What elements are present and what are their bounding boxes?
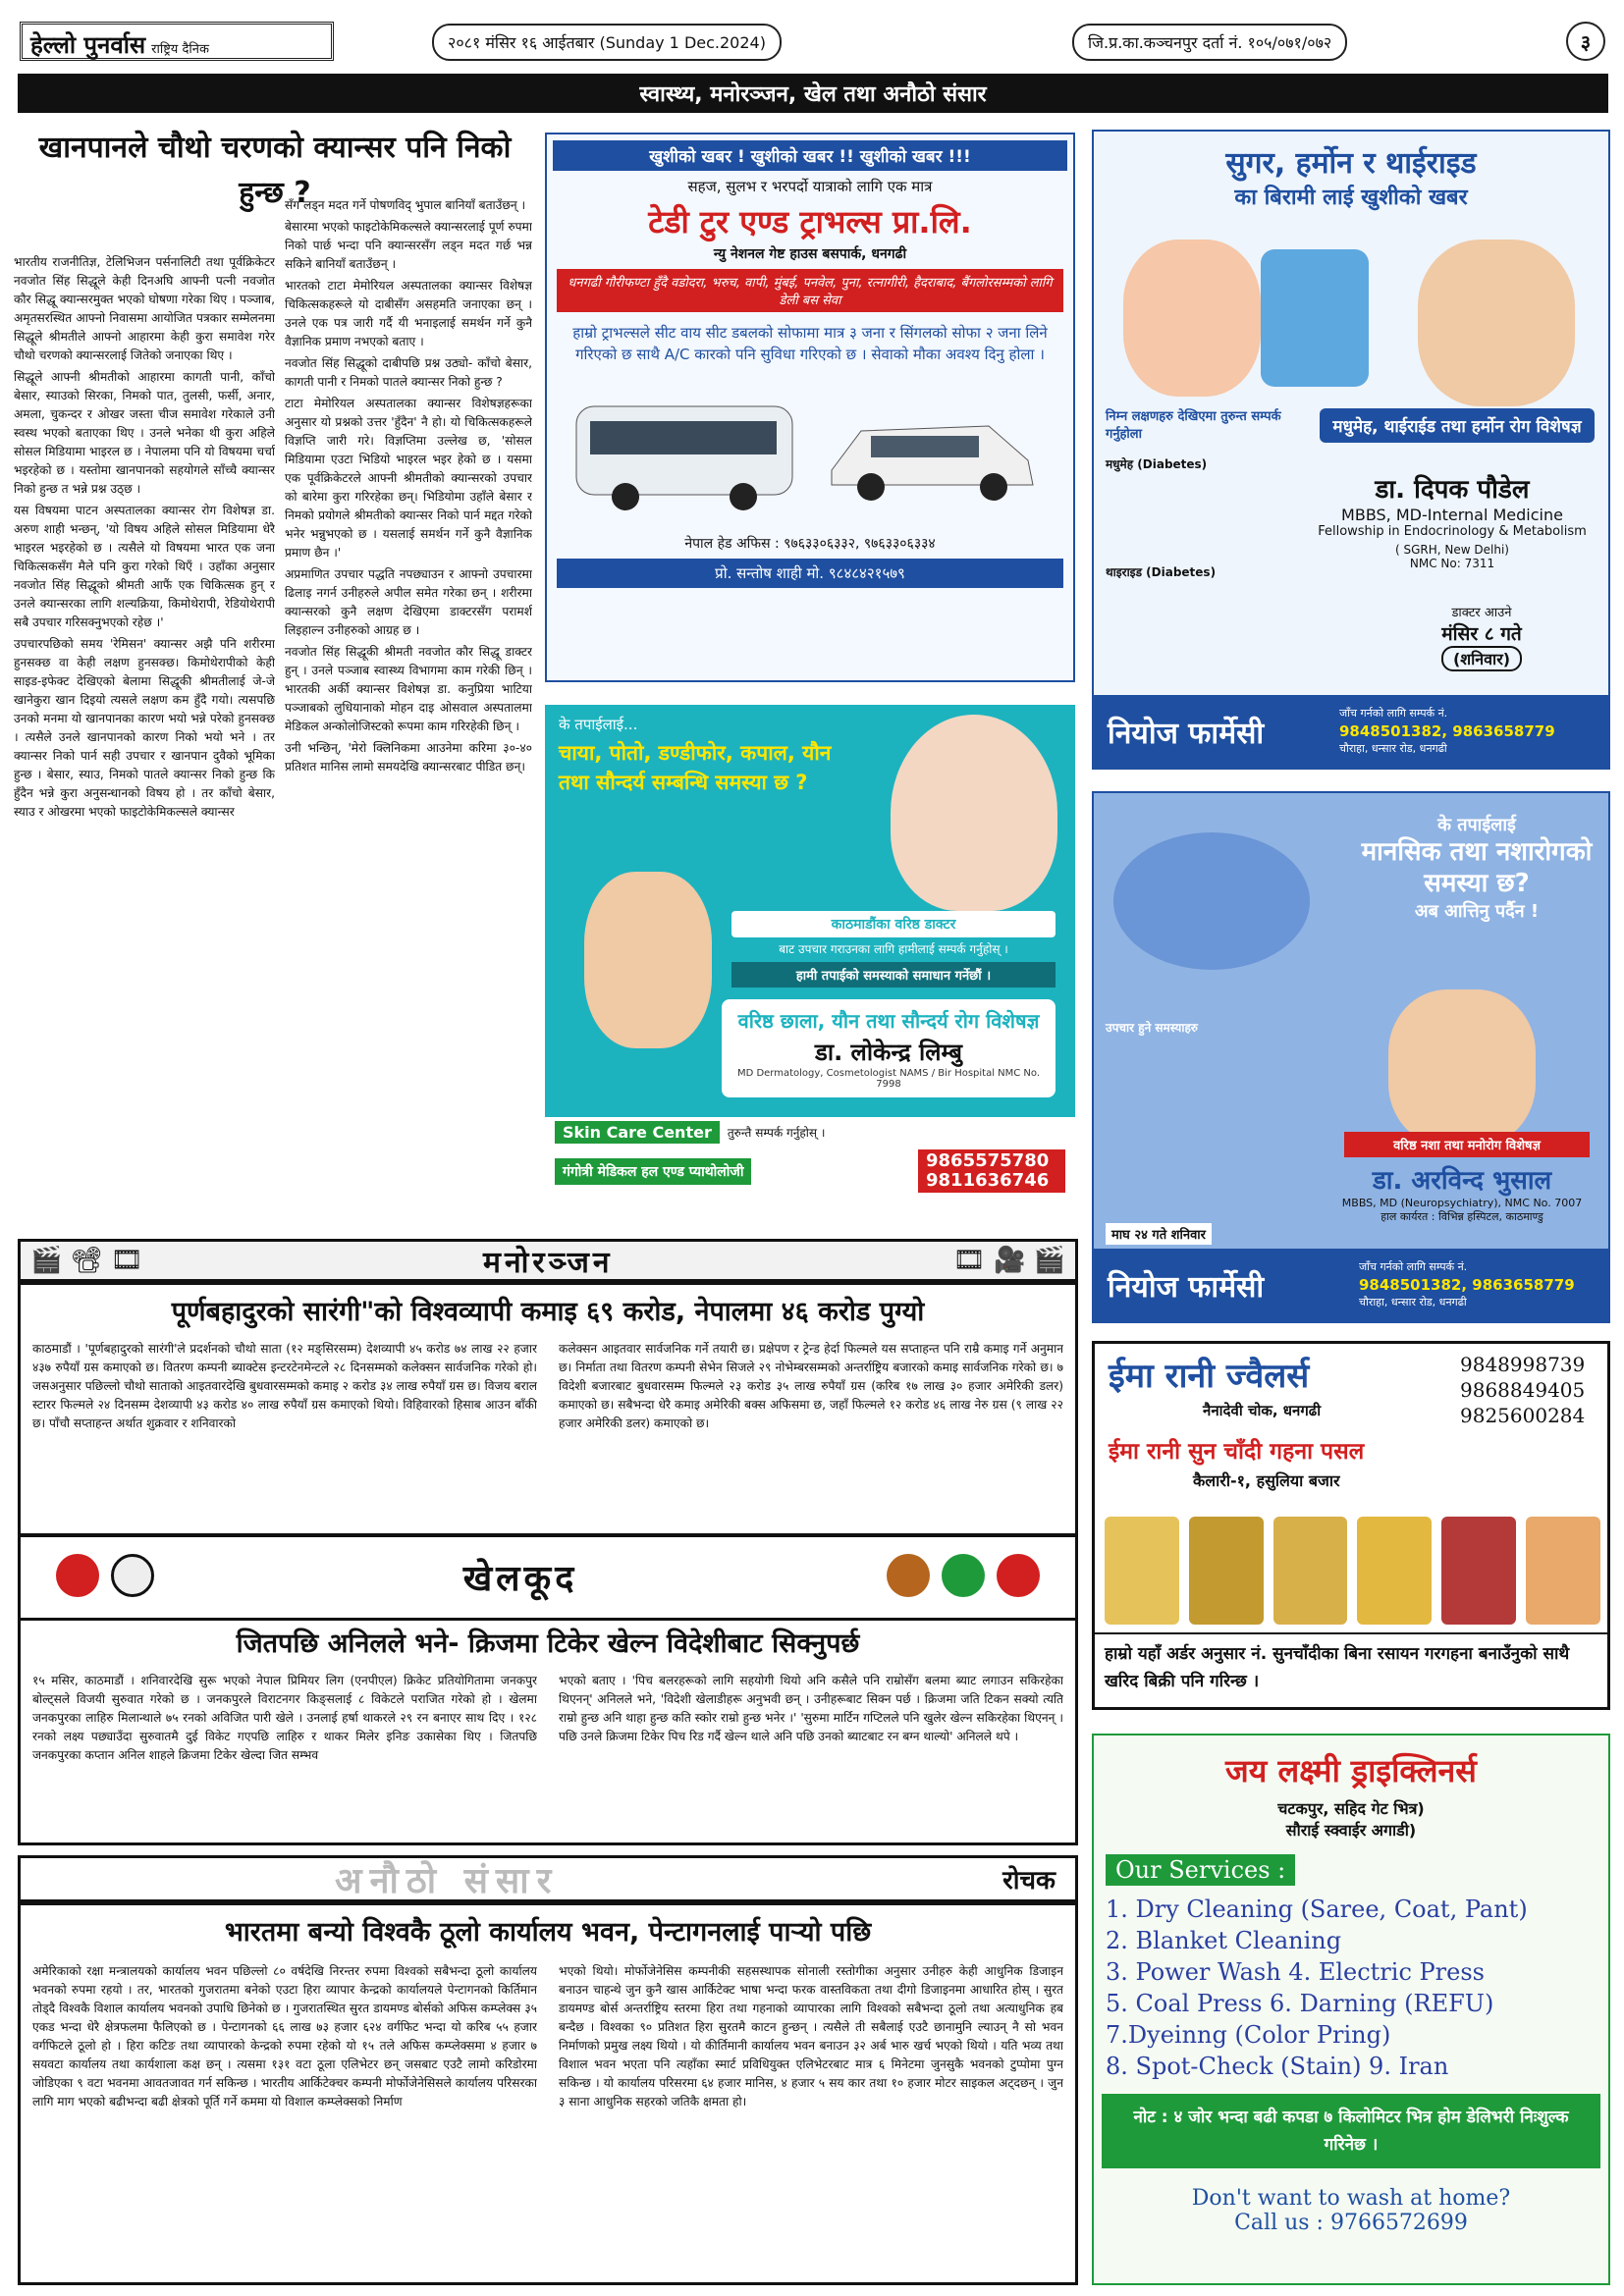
cancer-column-1	[14, 253, 275, 1235]
jewellers-name: ईमा रानी ज्वैलर्स	[1109, 1357, 1310, 1396]
doctor-photo	[1418, 240, 1575, 406]
skin-b2: बाट उपचार गराउनका लागि हामीलाई सम्पर्क गर्नुहोस् ।	[779, 942, 1008, 956]
doctor-photo	[584, 872, 712, 1048]
dry-question: Don't want to wash at home?	[1191, 2186, 1511, 2211]
teddy-address: न्यु नेशनल गेष्ट हाउस बसपार्क, धनगढी	[713, 246, 907, 262]
service-item: 1. Dry Cleaning (Saree, Coat, Pant)	[1106, 1896, 1528, 1923]
entertainment-col-1: काठमाडौं । 'पूर्णबहादुरको सारंगी'ले प्रदर्शनको चौथो साता (१२ मङ्सिरसम्म) देशव्यापी ४५ करोड ७४ लाख २२ हजार ४३७ रुपैयाँ ग्रस कमाएको छ। वितरण कम्पनी ब्याक्टेस इन्टरटेनमेन्टले २८ दिनसम्मको कलेक्सन सार्वजनिक गरेको हो। जसअनुसार पछिल्लो चौथो साताको आइतवारदेखि बुधवारसम्मको कमाइ २ करोड ३४ लाख रुपैयाँ ग्रस छ। विजय बराल स्टारर फिल्मले २४ दिनसम्म देशव्यापी ४३ करोड ४० लाख रुपैयाँ ग्रस कमाएको थियो। विहिवारको हिसाब आउन बाँकी छ। पाँचौ सप्ताहन्त अर्थात शुक्रवार र शनिवारको	[32, 1342, 537, 1430]
skin-specialty: वरिष्ठ छाला, यौन तथा सौन्दर्य रोग विशेषज्ञ	[737, 1009, 1040, 1033]
mental-q1: के तपाईलाई	[1437, 815, 1516, 835]
skin-phone-2: 9811636746	[926, 1170, 1050, 1191]
mental-q2: मानसिक तथा नशारोगको समस्या छ?	[1361, 837, 1593, 898]
paragraph: सँग लड्न मदत गर्ने पोषणविद् भुपाल बानियाँ बताउँछन् ।	[285, 198, 526, 212]
skin-q2: चाया, पोतो, डण्डीफोर, कपाल, यौन तथा सौन्दर्य सम्बन्धि समस्या छ ?	[559, 741, 832, 794]
jewellers-phones	[1460, 1352, 1585, 1428]
skin-credentials: MD Dermatology, Cosmetologist NAMS / Bir Hospital NMC No. 7998	[736, 1068, 1041, 1090]
sports-icons-left	[50, 1554, 160, 1601]
registration-number: जि.प्र.का.कञ्चनपुर दर्ता नं. १०५/०७१/०७२	[1072, 24, 1347, 61]
masthead-subtitle: राष्ट्रिय दैनिक	[151, 42, 209, 57]
jewellers-phone: 9848998739	[1460, 1353, 1586, 1376]
teddy-line1: सहज, सुलभ र भरपर्दो यात्राको लागि एक मात्र	[687, 178, 933, 195]
sugar-visit	[1369, 603, 1595, 671]
sugar-visit-date: मंसिर ८ गते	[1441, 623, 1522, 645]
sugar-visit-day: (शनिवार)	[1441, 646, 1522, 671]
jewellery-images	[1105, 1517, 1600, 1625]
service-item: 3. Power Wash 4. Electric Press	[1106, 1958, 1485, 1986]
service-item: 5. Coal Press 6. Darning (REFU)	[1106, 1990, 1494, 2017]
jewellers-phone: 9868849405	[1460, 1378, 1586, 1402]
paragraph: उपचारपछिको समय 'रेमिसन' क्यान्सर अझै पनि शरीरमा हुनसक्छ वा केही लक्षण हुनसक्छ। किमोथेरापीको केही साइड-इफेक्ट देखिएको बेलामा सिद्धूकी श्रीमतीलाई जे-जे खानेकुरा खान दिइयो त्यसले लक्षण कम हुँदै गयो। त्यसपछि उनको मनमा यो खानपानका कारण भयो भन्ने परेको हुनसक्छ । त्यसैले उनले खानपानको कारण निको भयो भने । तर क्यान्सर निको पार्न सही उपचार र खानपान दुवैको भूमिका हुन्छ । बेसार, स्याउ, निमको पातले क्यान्सर निको हुन्छ कि हुँदैन भन्ने कुरा अनुसन्धानको विषय हो । तर काँचो बेसार, स्याउ र ओखरमा भएको फाइटोकेमिकल्सले क्यान्सर	[14, 637, 275, 819]
jewellers-phone: 9825600284	[1460, 1404, 1586, 1427]
paragraph: सिद्धूले आफ्नी श्रीमतीको आहारमा कागती पानी, काँचो बेसार, स्याउको सिरका, निमको पात, तुलसी, फर्सी, अनार, अमला, चुकन्दर र ओखर जस्ता चीज समावेश गरेकाले उनी स्वस्थ भएको बताएका थिए । उनले भनेका थी कुरा अहिले सोसल मिडियामा भाइरल छ । नेपालमा पनि यो विषयमा चर्चा भइरहेको छ । यस्तोमा खानपानको सहयोगले साँच्चै क्यान्सर निको हुन्छ त भन्ने प्रश्न उठ्छ ।	[14, 370, 275, 496]
entertainment-article	[18, 1282, 1078, 1537]
dry-call: Call us : 9766572699	[1234, 2211, 1468, 2235]
mental-specialty: वरिष्ठ नशा तथा मनोरोग विशेषज्ञ	[1344, 1132, 1590, 1157]
skin-center: Skin Care Center	[555, 1121, 720, 1144]
jewellers-address: नैनादेवी चोक, धनगढी	[1203, 1402, 1322, 1419]
sports-label: खेलकूद	[462, 1559, 578, 1599]
sugar-footer	[1094, 695, 1608, 768]
football-icon	[111, 1554, 154, 1597]
section-band: स्वास्थ्य, मनोरञ्जन, खेल तथा अनौठो संसार	[18, 74, 1608, 113]
odd-world-headline: भारतमा बन्यो विश्वकै ठूलो कार्यालय भवन, पेन्टागनलाई पार्‍यो पछि	[224, 1917, 872, 1948]
page-number: ३	[1566, 22, 1605, 61]
sports-headline: जितपछि अनिलले भने- क्रिजमा टिकेर खेल्न विदेशीबाट सिक्नुपर्छ	[236, 1629, 860, 1659]
sugar-fellowship: Fellowship in Endocrinology & Metabolism	[1318, 524, 1587, 539]
sugar-hormone-ad	[1092, 130, 1610, 770]
sugar-title-1: सुगर, हर्मोन र थाईराइड	[1225, 146, 1477, 181]
mental-treat-label: उपचार हुने समस्याहरु	[1106, 1021, 1198, 1035]
odd-world-col-1: अमेरिकाको रक्षा मन्त्रालयको कार्यालय भवन पछिल्लो ८० वर्षदेखि निरन्तर रुपमा विश्वको सबैभन्दा ठूलो कार्यालय भवनको रुपमा रहयो । तर, भारतको गुजरातमा बनेको एउटा हिरा व्यापार केन्द्रको कार्यालयले पेन्टागनको किर्तिमान तोड्दै विश्वकै विशाल कार्यालय भवनको उपाधि छिनेको छ । गुजरातस्थित सुरत डायमण्ड बोर्सको अफिस कम्प्लेक्स ३५ एकड भन्दा धेरै क्षेत्रफलमा फैलिएको छ । पेन्टागनको ६६ लाख ७३ हजार ६२४ वर्गफिट भन्दा यो करिब ५५ हजार वर्गफिटले ठूलो हो । हिरा कटिङ तथा व्यापारको केन्द्रको रुपमा रहेको यो १५ तले अफिस कम्प्लेक्समा ४ हजार ७ सयवटा कार्यालय तथा कार्यशाला कक्ष छन् । त्यसमा १३१ वटा ठूला एलिभेटर छन् जसबाट एउटै लामो करिडोरमा जोडिएका ९ वटा भवनमा आवतजावत गर्न सकिन्छ । भारतीय आर्किटेक्चर कम्पनी मोर्फोजेनेसिसले कार्यालय परिसरका लागि माग भएको बढीभन्दा बढी क्षेत्रको पूर्ति गर्ने कममा यो विशाल कम्प्लेक्सको निर्माण	[32, 1964, 537, 2109]
mental-hospital: हाल कार्यरत : विभिन्न हस्पिटल, काठमाण्डु	[1380, 1210, 1543, 1223]
model-image	[1526, 1517, 1600, 1625]
teddy-route: धनगढी गौरीफण्टा हुँदै वडोदरा, भरुच, वापी, मुंबई, पनवेल, पुना, रत्नागीरी, हैदराबाद, बैंगलोरसम्मको लागि डेली बस सेवा	[557, 269, 1063, 312]
skin-phones	[918, 1149, 1065, 1193]
sports-article	[18, 1618, 1078, 1845]
sugar-d1: मधुमेह (Diabetes)	[1106, 457, 1208, 471]
dry-services-list	[1094, 1894, 1608, 2082]
service-item: 7.Dyeinng (Color Pring)	[1106, 2021, 1391, 2049]
doctor-photo	[1388, 989, 1536, 1147]
film-strip-icon: 🎞 🎥 🎬	[952, 1246, 1065, 1275]
sugar-contact	[1339, 705, 1555, 758]
bus-image	[567, 377, 802, 524]
sports-banner	[18, 1533, 1078, 1618]
odd-world-banner	[18, 1855, 1078, 1902]
sugar-doctor-name: डा. दिपक पौडेल	[1375, 475, 1530, 505]
sugar-nmc: NMC No: 7311	[1409, 557, 1495, 570]
vehicle-images	[547, 369, 1073, 532]
sports-col-1: १५ मसिर, काठमाडौं । शनिवारदेखि सुरू भएको नेपाल प्रिमियर लिग (एनपीएल) क्रिकेट प्रतियोगितामा जनकपुर बोल्ट्सले विजयी सुरुवात गरेको छ । जनकपुरले विराटनगर किङ्सलाई ८ विकेटले पराजित गरेको हो । खेलमा जनकपुरका लाहिरु मिलान्थाले ७५ रनको अविजित पारी खेले । उनलाई हर्षा थाकरले २९ रन बनाएर साथ दिए । १२८ रनको लक्ष्य पछ्याउँदा सुरुवातमै दुई विकेट गएपछि लाहिरु र थाकर मिलेर इनिङ उकासेका थिए । जितपछि जनकपुरका कप्तान अनिल शाहले क्रिजमा टिकेर खेल्दा जित सम्भव	[32, 1674, 537, 1762]
paragraph: नवजोत सिंह सिद्धूकी श्रीमती नवजोत कौर सिद्धू डाक्टर हुन् । उनले पञ्जाब स्वास्थ्य विभागमा काम गरेकी छिन् । भारतकी अर्की क्यान्सर विशेषज्ञ डा. कनुप्रिया भाटिया पञ्जाबको लुधियानाको मोहन दाइ ओसवाल अस्पतालमा मेडिकल अन्कोलोजिस्टको रूपमा काम गरिरहेकी छिन् ।	[285, 645, 532, 733]
dry-cleaners-ad	[1092, 1734, 1610, 2285]
odd-world-label: अनौठो संसार	[335, 1860, 560, 1901]
paragraph: भारतको टाटा मेमोरियल अस्पतालका क्यान्सर विशेषज्ञ चिकित्सकहरूले यो दाबीसँग असहमति जनाएका छन् । उनले एक पत्र जारी गर्दै यी भनाइलाई समर्थन गर्ने कुनै वैज्ञानिक प्रमाण नभएको बताए ।	[285, 279, 532, 348]
service-item: 2. Blanket Cleaning	[1106, 1927, 1342, 1954]
film-reel-icon: 🎬 📽 🎞	[30, 1246, 143, 1275]
thyroid-illustration	[1123, 240, 1261, 397]
paragraph: उनी भन्छिन्, 'मेरो क्लिनिकमा आउनेमा करिमा ३०-४० प्रतिशत मानिस लामो समयदेखि क्यान्सरबाट पीडित छन्।	[285, 741, 532, 774]
earring-image	[1105, 1517, 1179, 1625]
sugar-degree: MBBS, MD-Internal Medicine	[1341, 506, 1563, 524]
sports-col-2: भएको बताए । 'पिच बलरहरूको लागि सहयोगी थियो अनि कसैले पनि राम्रोसँग बलमा ब्याट लगाउन सकिरहेका थिएनन्' अनिलले भने, 'विदेशी खेलाडीहरू अनुभवी छन् । उनीहरूबाट सिक्न पर्छ । क्रिजमा जति टिकन सक्यो त्यति राम्रो हुन्छ अनि थाहा हुन्छ कति स्कोर राम्रो हुन्छ भनेर ।' 'सुरुमा मार्टिन गप्टिलले पनि खुलेर खेल्न सकिरहेका थिएनन् । पछि उनले क्रिजमा टिकेर पिच रिड गर्दै खेल्न थाले अनि पछि उनको ब्याटबाट रन बग्न थाल्यो' अनिलले थपे ।	[559, 1674, 1063, 1743]
dry-services-label: Our Services :	[1106, 1854, 1295, 1886]
entertainment-headline: पूर्णबहादुरको सारंगी"को विश्वव्यापी कमाइ ६९ करोड, नेपालमा ४६ करोड पुग्यो	[171, 1297, 925, 1327]
jewellers-bottom-note: हाम्रो यहाँ अर्डर अनुसार नं. सुनचाँदीका बिना रसायन गरगहना बनाउँनुको साथै खरिद बिक्री पनि गरिन्छ ।	[1095, 1632, 1607, 1701]
sports-icons-right	[881, 1554, 1046, 1601]
teddy-name: टेडी टुर एण्ड ट्राभल्स प्रा.लि.	[648, 203, 972, 240]
mental-doctor-info	[1320, 1161, 1604, 1224]
entertainment-label: मनोरञ्जन	[483, 1245, 614, 1280]
mental-health-ad	[1092, 791, 1610, 1323]
model-photo	[891, 715, 1057, 911]
odd-world-article	[18, 1902, 1078, 2285]
sugar-visit-label: डाक्टर आउने	[1451, 606, 1512, 620]
skin-clinic: गंगोत्री मेडिकल हल एण्ड प्याथोलोजी	[555, 1158, 751, 1185]
dry-address-1: चटकपुर, सहिद गेट भित्र)	[1277, 1799, 1425, 1818]
skin-specialist-box	[722, 999, 1056, 1097]
mental-question	[1359, 813, 1595, 923]
skin-b1: काठमाडौंका वरिष्ठ डाक्टर	[731, 911, 1056, 937]
mental-pharmacy: नियोज फार्मेसी	[1108, 1269, 1265, 1305]
teddy-body: हाम्रो ट्राभल्सले सीट वाय सीट डबलको सोफामा मात्र ३ जना र सिंगलको सोफा २ जना लिने गरिएको छ साथै A/C कारको पनि सुविधा गरिएको छ । सेवाको मौका अवश्य दिनु होला ।	[572, 324, 1048, 363]
paragraph: भारतीय राजनीतिज्ञ, टेलिभिजन पर्सनालिटी तथा पूर्वक्रिकेटर नवजोत सिंह सिद्धूले केही दिनअघि आफ्नी पत्नी नवजोत कौर सिद्धू क्यान्सरमुक्त भएको घोषणा गरेका थिए । पञ्जाब, अमृतसरस्थित आफ्नो निवासमा आयोजित पत्रकार सम्मेलनमा सिद्धूले श्रीमतीले आफ्नो आहारमा केही कुरा समावेश गरेर चौथो चरणको क्यान्सरलाई जितेको जनाएका थिए ।	[14, 255, 275, 362]
sugar-phones: 9848501382, 9863658779	[1339, 722, 1555, 740]
cancer-column-2	[285, 196, 532, 1235]
cancer-headline: खानपानले चौथो चरणको क्यान्सर पनि निको हुन्छ ?	[38, 131, 512, 210]
mental-q3: अब आत्तिनु पर्दैन !	[1414, 901, 1540, 922]
sugar-pharmacy: नियोज फार्मेसी	[1108, 716, 1265, 751]
teddy-tour-ad	[545, 133, 1075, 682]
entertainment-banner	[18, 1239, 1078, 1282]
skin-contact: तुरुन्तै सम्पर्क गर्नुहोस् ।	[727, 1126, 826, 1140]
mental-doctor-name: डा. अरविन्द भुसाल	[1372, 1166, 1552, 1196]
mental-degree: MBBS, MD (Neuropsychiatry), NMC No. 7007	[1341, 1197, 1583, 1209]
skin-care-ad	[545, 705, 1075, 1198]
paragraph: अप्रमाणित उपचार पद्धति नपछ्याउन र आफ्नो उपचारमा ढिलाइ नगर्न उनीहरुले अपील समेत गरेका छन् । शरीरमा क्यान्सरको कुनै लक्षण देखिएमा डाक्टरसँग परामर्श लिइहाल्न उनीहरुको आग्रह छ ।	[285, 567, 532, 637]
teddy-office: नेपाल हेड अफिस : ९७६३३०६३३२, ९७६३३०६३३४	[684, 536, 936, 552]
sugar-title-2: का बिरामी लाई खुशीको खबर	[1234, 186, 1468, 210]
skin-doctor-name: डा. लोकेन्द्र लिम्बु	[815, 1039, 962, 1066]
ring-image	[1273, 1517, 1348, 1625]
paragraph: टाटा मेमोरियल अस्पतालका क्यान्सर विशेषज्ञहरूका अनुसार यो प्रश्नको उत्तर 'हुँदैन' नै हो। यो चिकित्सकहरूले विज्ञप्ति जारी गरे। विज्ञप्तिमा उल्लेख छ, 'सोसल मिडियामा एउटा भिडियो भाइरल भइर हेको छ । यसमा एक पूर्वक्रिकेटरले आफ्नी श्रीमतीको क्यान्सरको उपचार को बारेमा कुरा गरिरहेका छन्। भिडियोमा उहाँले बेसार र निमको प्रयोगले श्रीमतीको क्यान्सर निको पार्न मद्दत गरेको भनेर भन्नुभएको छ । यसलाई समर्थन गर्ने कुनै वैज्ञानिक प्रमाण छैन ।'	[285, 397, 532, 560]
teddy-top-banner: खुशीको खबर ! खुशीको खबर !! खुशीको खबर !!!	[553, 140, 1067, 171]
glucometer-image	[1261, 249, 1369, 387]
sugar-specialty: मधुमेह, थाईराईड तथा हर्मोन रोग विशेषज्ञ	[1320, 408, 1595, 443]
entertainment-col-2: कलेक्सन आइतवार सार्वजनिक गर्ने तयारी छ। प्रक्षेपण र ट्रेन्ड हेर्दा फिल्मले यस सप्ताहन्त पनि राम्रै कमाइ गर्ने अनुमान छ। निर्माता तथा वितरण कम्पनी सेभेन सिजले २९ नोभेम्बरसम्मको अन्तर्राष्ट्रिय बजारको कमाइ सार्वजनिक गरेको छ। ७ विदेशी बजारबाट बुधवारसम्म फिल्मले २३ करोड ३५ लाख रुपैयाँ ग्रस (करिब १७ लाख ३० हजार अमेरिकी डलर) कमाएको छ। सबैभन्दा धेरै कमाइ अमेरिकी बक्स अफिसमा छ, जहाँ फिल्मले १२ करोड ४६ लाख नेरु ग्रस (९ लाख २२ हजार अमेरिकी डलर) कमाएको छ।	[559, 1342, 1063, 1430]
odd-world-tag: रोचक	[1002, 1866, 1056, 1896]
helmet-icon	[56, 1554, 99, 1597]
pendant-image	[1189, 1517, 1264, 1625]
sugar-d2: थाइराइड (Diabetes)	[1106, 565, 1217, 579]
mental-phones: 9848501382, 9863658779	[1359, 1276, 1575, 1294]
paragraph: यस विषयमा पाटन अस्पतालका क्यान्सर रोग विशेषज्ञ डा. अरुण शाही भन्छन्, 'यो विषय अहिले सोसल मिडियामा धेरै भाइरल भइरहेको छ । त्यसैले यो विषयमा भारत एक जना चिकित्सकसँग मैले पनि कुरा गरेको थिएँ । उहाँका अनुसार नवजोत सिंह सिद्धूको श्रीमती आफैं एक चिकित्सक हुन् र उनले क्यान्सरका लागि शल्यक्रिया, किमोथेरापी, रेडियोथेरापी सबै उपचार गरिसक्नुभएको रहेछ ।'	[14, 504, 275, 629]
dry-address-2: सौराई स्क्वाईर अगाडी)	[1285, 1821, 1417, 1840]
issue-date: २०८१ मंसिर १६ आईतबार (Sunday 1 Dec.2024)	[432, 24, 782, 61]
skin-footer	[545, 1117, 1075, 1198]
odd-world-col-2: भएको थियो। मोर्फोजेनेसिस कम्पनीकी सहसस्थापक सोनाली रस्तोगीका अनुसार उनीहरु केही आधुनिक डिजाइन बनाउन चाहन्थे जुन कुनै खास आर्किटेक्ट भाषा भन्दा फरक वास्तविकता तथा दीगो डिजाइनमा आधारित होस् । सुरत डायमण्ड बोर्स अन्तर्राष्ट्रिय स्तरमा हिरा तथा गहनाको व्यापारका लागि विश्वको सबैभन्दा ठूलो तथा अत्याधुनिक हब बन्दैछ । विश्वका ९० प्रतिशत हिरा सुरतमै काटन हुन्छन् । त्यसैले ती सबैलाई एउटै छानामुनि ल्याउन् नै सो भवन निर्माणको प्रमुख लक्ष्य थियो । यो कीर्तिमानी कार्यालय भवन बनाउन ३२ अर्ब भारु खर्च भएको थियो । यति भव्य तथा विशाल भवन भएता पनि त्यहाँका स्मार्ट प्रविधियुक्त एलिभेटरबाट मात्र ६ मिनेटमा जुनसुकै भवनको टुप्पोमा पुग्न सकिन्छ । यो कार्यालय परिसरमा ६४ हजार मानिस, ४ हजार ५ सय कार तथा १० हजार मोटर साइकल अट्दछन् । जुन ३ साना आधुनिक सहरको जतिकै क्षमता हो।	[559, 1964, 1063, 2109]
skin-b3: हामी तपाईको समस्याको समाधान गर्नेछौं ।	[731, 962, 1056, 988]
sugar-hospital: ( SGRH, New Delhi)	[1395, 543, 1509, 557]
head-illustration	[1113, 832, 1310, 970]
bangle-image	[1357, 1517, 1432, 1625]
necklace-image	[1441, 1517, 1516, 1625]
treat-list	[1106, 1043, 1253, 1220]
skin-phone-1: 9865575780	[926, 1150, 1050, 1171]
teddy-proprietor: प्रो. सन्तोष शाही मो. ९८४८४२१५७९	[557, 559, 1063, 588]
dry-name: जय लक्ष्मी ड्राइक्लिनर्स	[1225, 1752, 1477, 1789]
car-image	[812, 377, 1048, 524]
paragraph: नवजोत सिंह सिद्धूको दाबीपछि प्रश्न उठ्यो- काँचो बेसार, कागती पानी र निमको पातले क्यान्सर निको हुन्छ ?	[285, 356, 532, 389]
dry-note: नोट : ४ जोर भन्दा बढी कपडा ७ किलोमिटर भित्र होम डेलिभरी निःशुल्क गरिनेछ ।	[1102, 2094, 1600, 2168]
shoe-icon	[942, 1554, 985, 1597]
sugar-symptom-note: निम्न लक्षणहरु देखिएमा तुरुन्त सम्पर्क गर्नुहोला	[1106, 409, 1281, 442]
jewellers-address-2: कैलारी-१, हसुलिया बजार	[1193, 1471, 1340, 1490]
baseball-glove-icon	[887, 1554, 930, 1597]
masthead-title: हेल्लो पुनर्वास	[30, 31, 146, 59]
mental-footer	[1094, 1249, 1608, 1321]
mental-address: चौराहा, धन्सार रोड, धनगढी	[1359, 1296, 1467, 1308]
masthead	[20, 22, 334, 61]
skin-q1: के तपाईलाई...	[559, 716, 638, 733]
sugar-doctor-info	[1300, 470, 1604, 570]
boxing-glove-icon	[997, 1554, 1040, 1597]
mental-contact	[1359, 1258, 1575, 1311]
mental-visit-date: माघ २४ गते शनिवार	[1106, 1223, 1212, 1245]
jewellers-ad	[1092, 1341, 1610, 1710]
sugar-address: चौराहा, धन्सार रोड, धनगढी	[1339, 742, 1447, 755]
paragraph: बेसारमा भएको फाइटोकेमिकल्सले क्यान्सरलाई पूर्ण रुपमा निको पार्छ भन्दा पनि क्यान्सरसँग लड्न मदत गर्छ भन्न सकिने बानियाँ बताउँछन् ।	[285, 220, 532, 271]
jewellers-shop: ईमा रानी सुन चाँदी गहना पसल	[1109, 1439, 1365, 1465]
mental-callnote: जाँच गर्नको लागि सम्पर्क नं.	[1359, 1260, 1468, 1273]
service-item: 8. Spot-Check (Stain) 9. Iran	[1106, 2053, 1449, 2080]
sugar-callnote: जाँच गर्नको लागि सम्पर्क नं.	[1339, 707, 1448, 720]
